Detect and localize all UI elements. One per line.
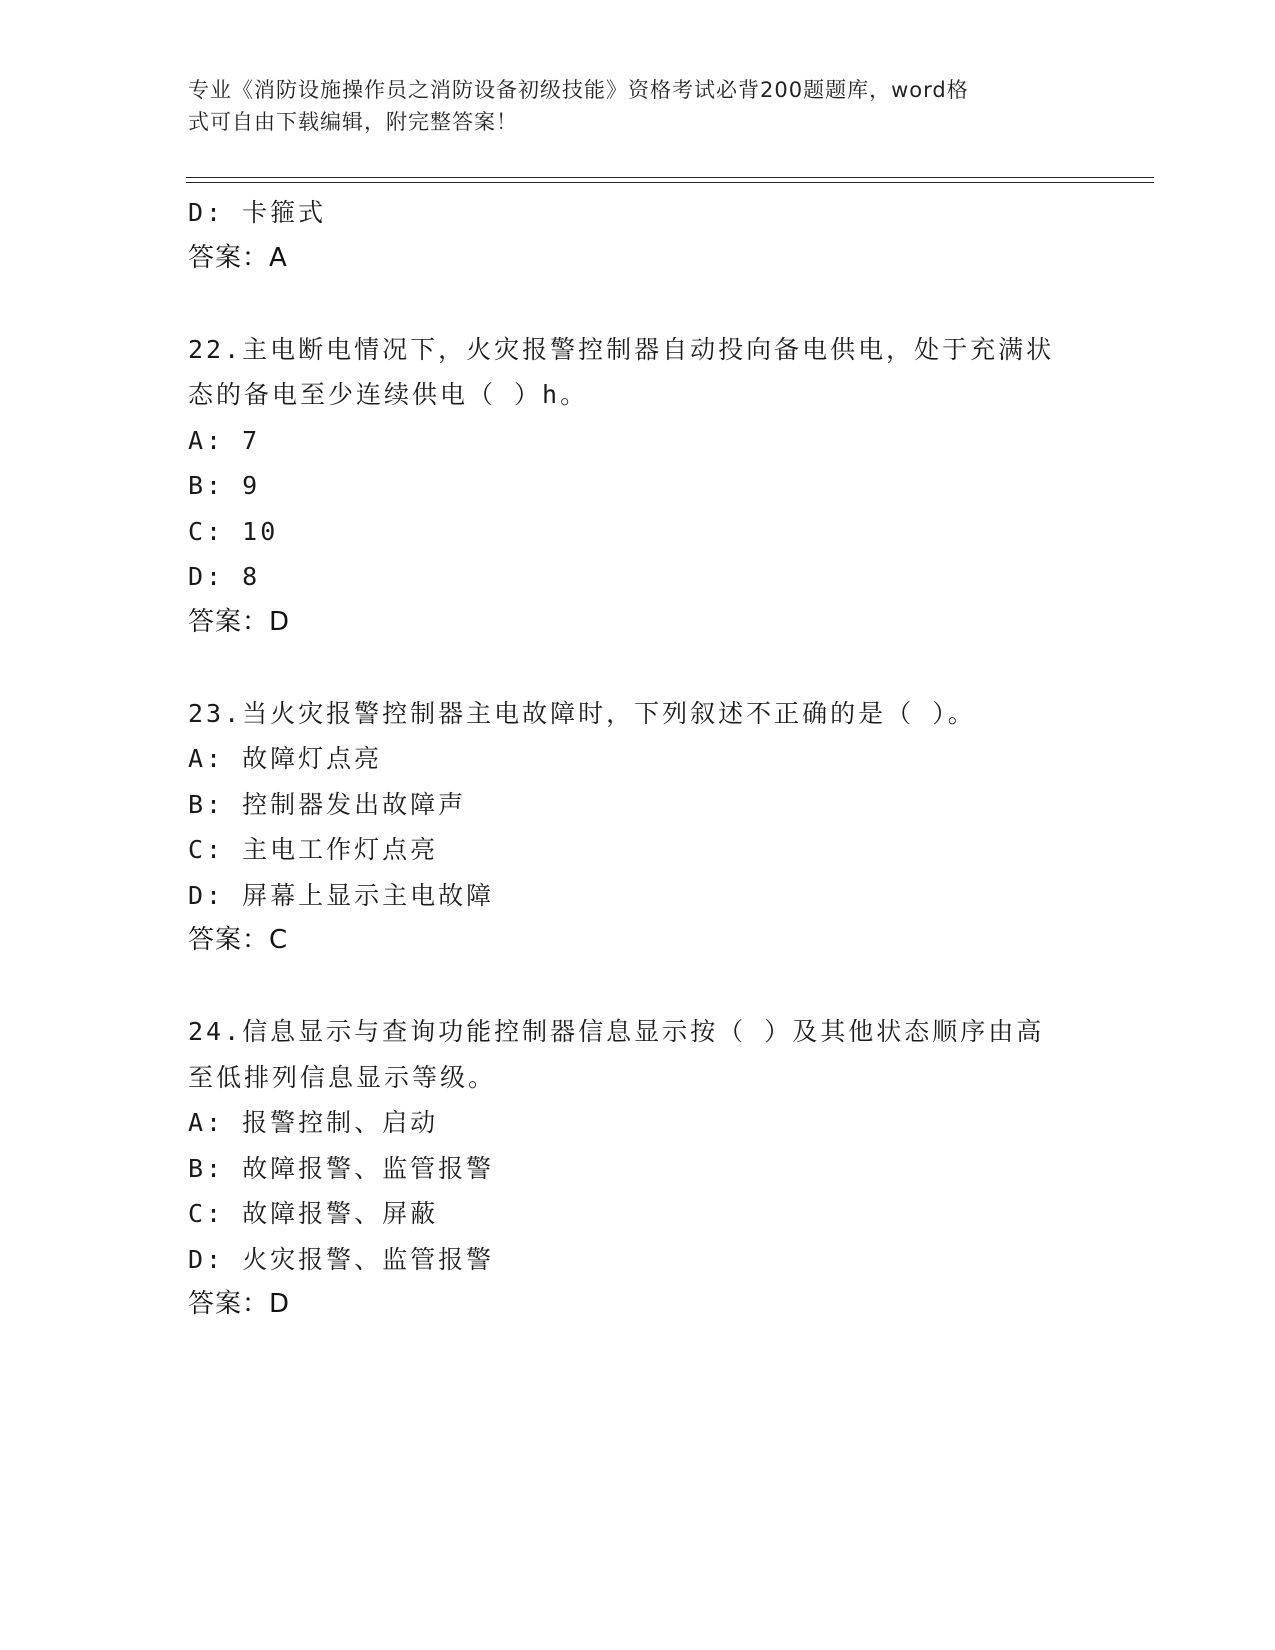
spacer <box>188 645 1088 691</box>
question-stem-line: 22.主电断电情况下，火灾报警控制器自动投向备电供电，处于充满状 <box>188 334 1055 364</box>
header-divider-top <box>186 177 1154 178</box>
option-c: C: 故障报警、屏蔽 <box>188 1199 439 1228</box>
option-c: C: 10 <box>188 516 279 546</box>
document-body <box>188 190 1088 1328</box>
option-d: D: 8 <box>188 562 261 591</box>
option-a: A: 7 <box>188 425 261 455</box>
answer-line: 答案：D <box>188 606 291 637</box>
option-b: B: 故障报警、监管报警 <box>188 1153 495 1183</box>
option-a: A: 故障灯点亮 <box>188 744 383 773</box>
answer-line: 答案：A <box>188 242 288 273</box>
question-stem-line: 至低排列信息显示等级。 <box>188 1062 497 1092</box>
question-stem-line: 态的备电至少连续供电（ ）h。 <box>188 380 589 409</box>
question-24 <box>188 1009 1088 1328</box>
option-b: B: 控制器发出故障声 <box>188 789 467 819</box>
option-c: C: 主电工作灯点亮 <box>188 835 439 864</box>
option-d: D: 屏幕上显示主电故障 <box>188 880 495 910</box>
option-d: D: 火灾报警、监管报警 <box>188 1244 495 1274</box>
answer-line: 答案：C <box>188 925 289 955</box>
document-header <box>188 74 1068 138</box>
option-d: D: 卡箍式 <box>188 198 327 227</box>
header-divider-bottom <box>186 182 1154 183</box>
spacer <box>188 964 1088 1010</box>
answer-line: 答案：D <box>188 1289 291 1319</box>
option-b: B: 9 <box>188 471 261 500</box>
question-stem-line: 24.信息显示与查询功能控制器信息显示按（ ）及其他状态顺序由高 <box>188 1017 1045 1046</box>
option-a: A: 报警控制、启动 <box>188 1108 439 1137</box>
spacer <box>188 281 1088 327</box>
question-23 <box>188 691 1088 964</box>
question-22 <box>188 327 1088 646</box>
question-stem-line: 23.当火灾报警控制器主电故障时，下列叙述不正确的是（ ）。 <box>188 698 976 728</box>
header-line-1: 专业《消防设施操作员之消防设备初级技能》资格考试必背200题题库，word格 <box>188 78 969 102</box>
header-line-2: 式可自由下载编辑，附完整答案！ <box>188 110 518 134</box>
previous-question-tail <box>188 190 1088 281</box>
